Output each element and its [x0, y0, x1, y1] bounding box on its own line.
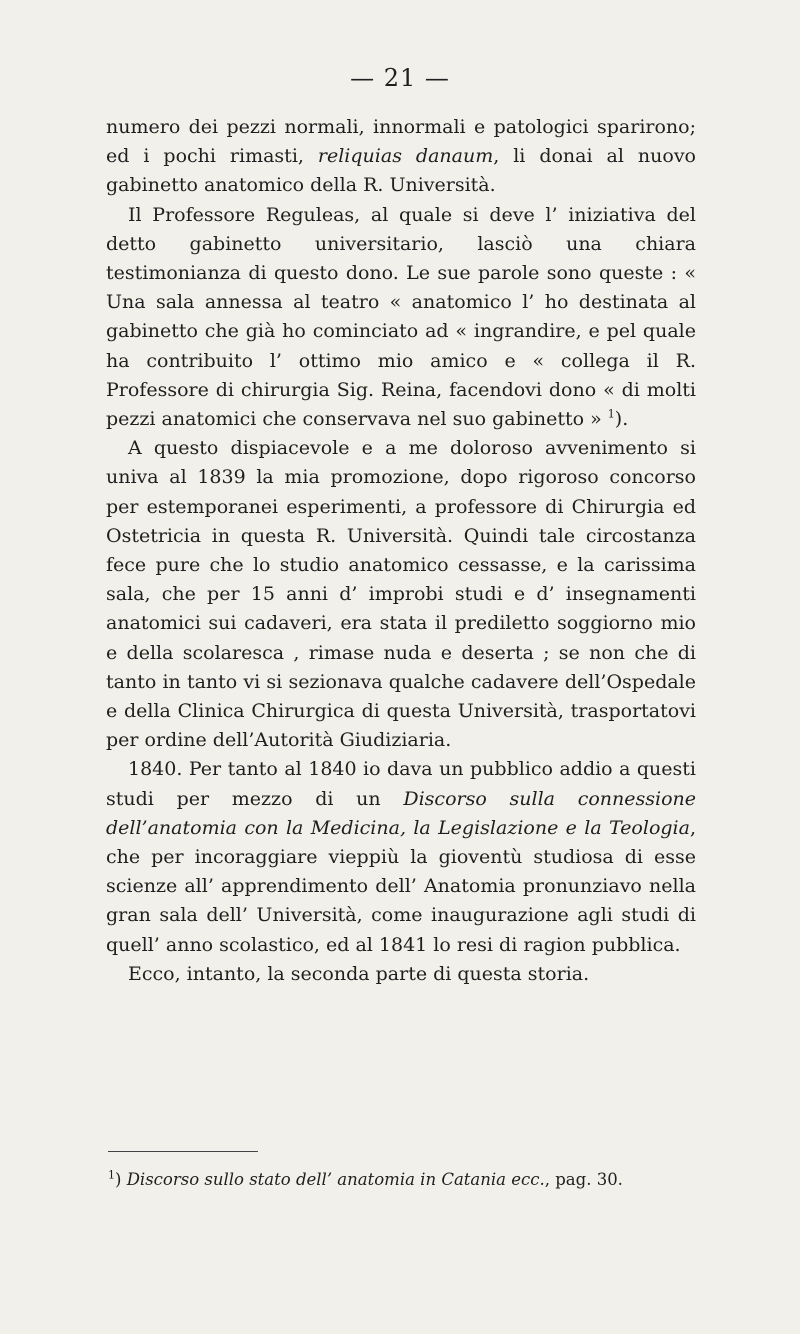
paragraph-1-text: numero dei pezzi normali, innormali e patologici sparirono; ed i pochi rimasti, — [106, 116, 696, 168]
paragraph-2 — [106, 201, 696, 435]
footnote-ref: 1 — [607, 407, 615, 421]
paragraph-2-end: ). — [614, 408, 629, 431]
footnote-marker: 1 — [108, 1168, 115, 1182]
footnote: $^1$) Discorso sullo stato dell’ anatomia in Catania ecc., pag. 30. — [108, 1168, 623, 1189]
footnote-title: Discorso sullo stato dell’ anatomia in Catania ecc. — [126, 1170, 545, 1189]
paragraph-1-italic: reliquias danaum — [317, 145, 494, 168]
paragraph-4-text: 1840. Per tanto al 1840 io dava un pubblico addio a questi studi per mezzo di un — [106, 758, 696, 810]
paragraph-1 — [106, 113, 696, 201]
paragraph-4-end: , che per incoraggiare vieppiù la gioventù studiosa di esse scienze all’ apprendimento dell’ Anatomia pronunziavo nella gran sala dell’ Università, come inaugurazione agli studi di quell’ anno scolastico, ed al 1841 lo resi di ragion pubblica. — [106, 816, 696, 956]
paragraph-4-italic: Discorso sulla connessione dell’anatomia con la Medicina, la Legislazione e la Teologia — [106, 787, 696, 839]
body-text — [106, 113, 696, 989]
footnote-divider — [108, 1151, 258, 1152]
page-number: — 21 — — [350, 64, 450, 92]
paragraph-4 — [106, 755, 696, 959]
footnote-page: , pag. 30. — [544, 1170, 623, 1189]
paragraph-1-end: , li donai al nuovo gabinetto anatomico della R. Università. — [106, 145, 696, 197]
paragraph-5: Ecco, intanto, la seconda parte di questa storia. — [128, 962, 590, 985]
paragraph-2-text: Il Professore Reguleas, al quale si deve l’ iniziativa del detto gabinetto universitario, lasciò una chiara testimonianza di questo dono. Le sue parole sono queste : « Una sala annessa al teatro « anatomico l’ ho destinata al gabinetto che già ho cominciato ad « ingrandire, e pel quale ha contribuito l’ ottimo mio amico e « collega il R. Professore di chirurgia Sig. Reina, facendovi dono « di molti pezzi anatomici che conservava nel suo gabinetto » — [106, 203, 696, 431]
paragraph-3: A questo dispiacevole e a me doloroso avvenimento si univa al 1839 la mia promozione, dopo rigoroso concorso per estemporanei esperimenti, a professore di Chirurgia ed Ostetricia in questa R. Università. Quindi tale circostanza fece pure che lo studio anatomico cessasse, e la carissima sala, che per 15 anni d’ improbi studi e d’ insegnamenti anatomici sui cadaveri, era stata il prediletto soggiorno mio e della scolaresca , rimase nuda e deserta ; se non che di tanto in tanto vi si sezionava qualche cadavere dell’Ospedale e della Clinica Chirurgica di questa Università, trasportatovi per ordine dell’Autorità Giudiziaria. — [106, 437, 696, 752]
